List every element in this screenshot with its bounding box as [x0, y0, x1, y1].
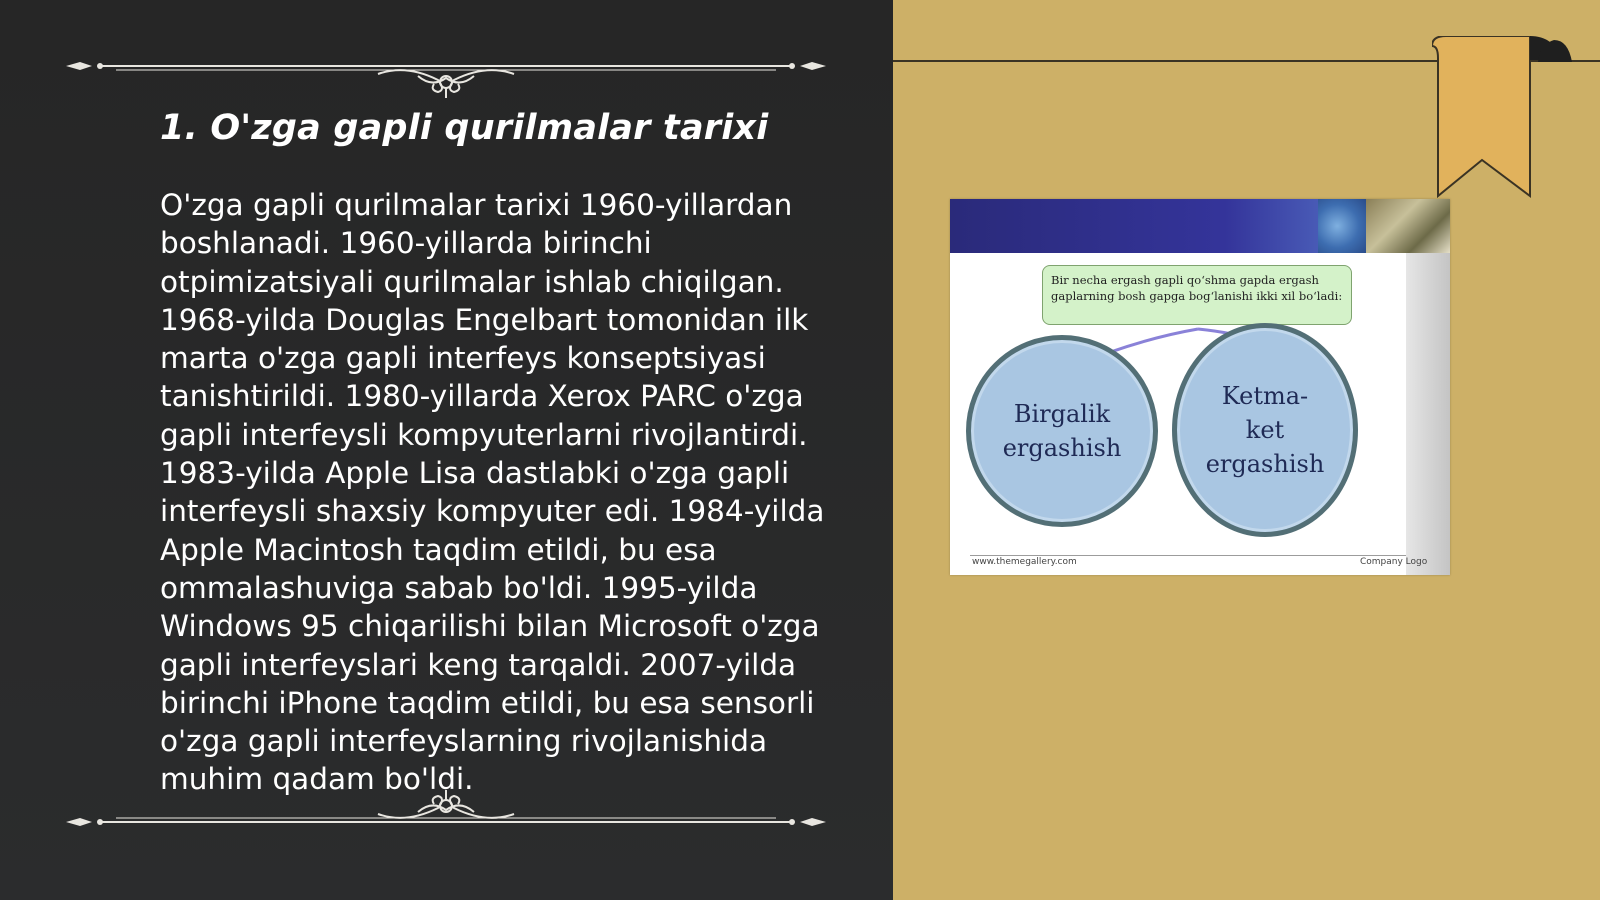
circle-ketma-ket: [1172, 323, 1358, 537]
slide-body: O'zga gapli qurilmalar tarixi 1960-yillardan boshlanadi. 1960-yillarda birinchi otpimizatsiyali qurilmalar ishlab chiqilgan. 1968-yilda Douglas Engelbart tomonidan ilk marta o'zga gapli interfeys konseptsiyasi tanishtirildi. 1980-yillarda Xerox PARC o'zga gapli interfeysli kompyuterlarni rivojlantirdi. 1983-yilda Apple Lisa dastlabki o'zga gapli interfeysli shaxsiy kompyuter edi. 1984-yilda Apple Macintosh taqdim etildi, bu esa ommalashuviga sabab bo'ldi. 1995-yilda Windows 95 chiqarilishi bilan Microsoft o'zga gapli interfeyslari keng tarqaldi. 2007-yilda birinchi iPhone taqdim etildi, bu esa sensorli o'zga gapli interfeyslarning rivojlanishida muhim qadam bo'ldi.: [160, 188, 825, 797]
scroll-divider-icon: [66, 776, 826, 836]
slide-title: 1. O'zga gapli qurilmalar tarixi: [160, 108, 769, 148]
circle-label-line: ergashish: [1205, 450, 1325, 478]
circle-birgalik: [966, 335, 1158, 527]
circle-label-line: ket: [1245, 416, 1285, 444]
desk-photo: [1366, 199, 1450, 253]
embedded-slide-image: [950, 199, 1450, 575]
slide-footer-rule: [970, 555, 1406, 556]
circle-label-line: Birgalik: [1013, 400, 1111, 428]
callout-box: Bir necha ergash gapli qo‘shma gapda ergash gaplarning bosh gapga bog‘lanishi ikki xil bo‘ladi:: [1042, 265, 1352, 325]
globe-photo: [1318, 199, 1366, 253]
slide-side-bar: [1406, 253, 1450, 575]
footer-website: www.themegallery.com: [972, 557, 1077, 567]
ribbon-bookmark-icon: [1432, 36, 1572, 206]
circle-label-line: ergashish: [1002, 434, 1122, 462]
scroll-divider-icon: [66, 40, 826, 100]
footer-logo-text: Company Logo: [1360, 557, 1428, 567]
circle-label-line: Ketma-: [1221, 382, 1309, 410]
